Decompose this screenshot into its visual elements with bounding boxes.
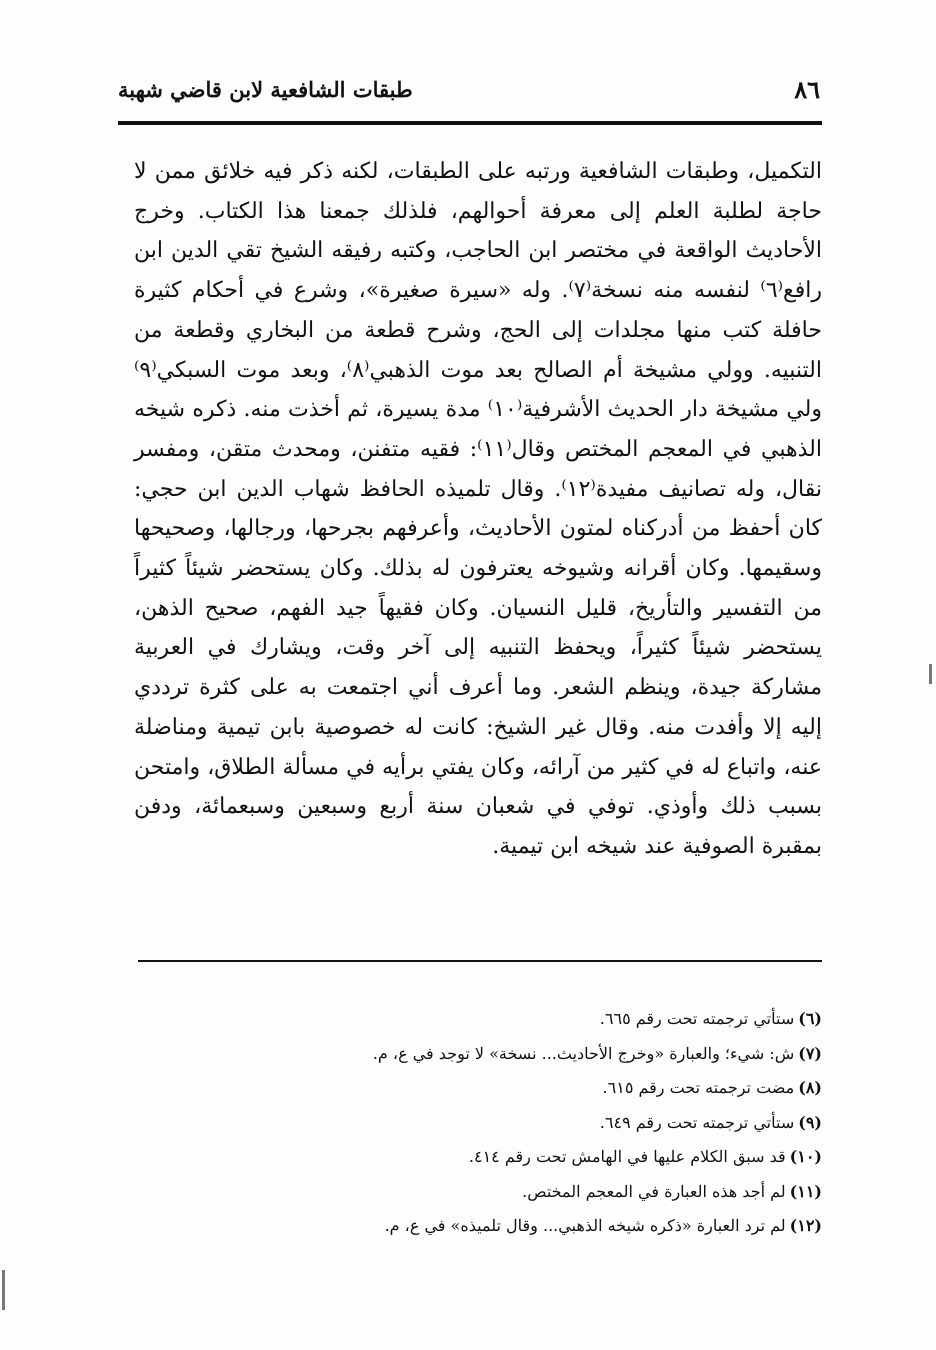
footnote-9: [134, 1106, 822, 1141]
main-text: التكميل، وطبقات الشافعية ورتبه على الطبقات، لكنه ذكر فيه خلائق ممن لا حاجة لطلبة العلم إلى معرفة أحوالهم، فلذلك جمعنا هذا الكتاب. وخرج الأحاديث الواقعة في مختصر ابن الحاجب، وكتبه رفيقه الشيخ تقي الدين ابن رافع⁽٦⁾ لنفسه منه نسخة⁽٧⁾. وله «سيرة صغيرة»، وشرع في أحكام كثيرة حافلة كتب منها مجلدات إلى الحج، وشرح قطعة من البخاري وقطعة من التنبيه. وولي مشيخة أم الصالح بعد موت الذهبي⁽٨⁾، وبعد موت السبكي⁽٩⁾ ولي مشيخة دار الحديث الأشرفية⁽١٠⁾ مدة يسيرة، ثم أخذت منه. ذكره شيخه الذهبي في المعجم المختص وقال⁽١١⁾: فقيه متفنن، ومحدث متقن، ومفسر نقال، وله تصانيف مفيدة⁽١٢⁾. وقال تلميذه الحافظ شهاب الدين ابن حجي: كان أحفظ من أدركناه لمتون الأحاديث، وأعرفهم بجرحها، ورجالها، وصحيحها وسقيمها. وكان أقرانه وشيوخه يعترفون له بذلك. وكان يستحضر شيئاً كثيراً من التفسير والتأريخ، قليل النسيان. وكان فقيهاً جيد الفهم، صحيح الذهن، يستحضر شيئاً كثيراً، ويحفظ التنبيه إلى آخر وقت، ويشارك في العربية مشاركة جيدة، وينظم الشعر. وما أعرف أني اجتمعت به على كثرة ترددي إليه إلا وأفدت منه. وقال غير الشيخ: كانت له خصوصية بابن تيمية ومناضلة عنه، واتباع له في كثير من آرائه، وكان يفتي برأيه في مسألة الطلاق، وامتحن بسبب ذلك وأوذي. توفي في شعبان سنة أربع وسبعين وسبعمائة، ودفن بمقبرة الصوفية عند شيخه ابن تيمية.: [134, 159, 823, 859]
footnote-number: (١٠): [789, 1147, 822, 1166]
footnote-11: [134, 1175, 822, 1210]
footnote-10: [134, 1140, 822, 1175]
footnote-12: [134, 1209, 822, 1244]
footnotes-list: [134, 1002, 822, 1244]
scan-artifact-mark: [2, 1270, 5, 1310]
footnote-text: ستأتي ترجمته تحت رقم ٦٦٥.: [599, 1009, 795, 1028]
footnote-text: ش: شيء؛ والعبارة «وخرج الأحاديث... نسخة» لا توجد في ع، م.: [372, 1043, 795, 1063]
footnote-text: مضت ترجمته تحت رقم ٦١٥.: [602, 1078, 795, 1097]
footnote-number: (١١): [789, 1181, 822, 1201]
footnote-8: [134, 1071, 822, 1106]
footnote-number: (٦): [798, 1009, 822, 1028]
footnote-number: (٨): [798, 1078, 822, 1097]
footnote-text: لم ترد العبارة «ذكره شيخه الذهبي... وقال تلميذه» في ع، م.: [384, 1216, 786, 1235]
running-title: طبقات الشافعية لابن قاضي شهبة: [118, 77, 413, 102]
page-header: [118, 74, 820, 106]
footnote-text: ستأتي ترجمته تحت رقم ٦٤٩.: [599, 1112, 795, 1132]
footnote-number: (٧): [798, 1043, 822, 1063]
footnote-text: قد سبق الكلام عليها في الهامش تحت رقم ٤١٤.: [468, 1147, 786, 1166]
footnote-number: (١٢): [789, 1216, 822, 1235]
header-rule: [118, 121, 822, 125]
footnote-separator: [138, 960, 822, 962]
footnote-6: [134, 1002, 822, 1037]
page-number: ٨٦: [794, 75, 820, 104]
scan-artifact-mark: [929, 664, 932, 684]
footnote-number: (٩): [798, 1112, 822, 1132]
footnote-7: [134, 1037, 822, 1072]
footnote-text: لم أجد هذه العبارة في المعجم المختص.: [522, 1181, 786, 1201]
